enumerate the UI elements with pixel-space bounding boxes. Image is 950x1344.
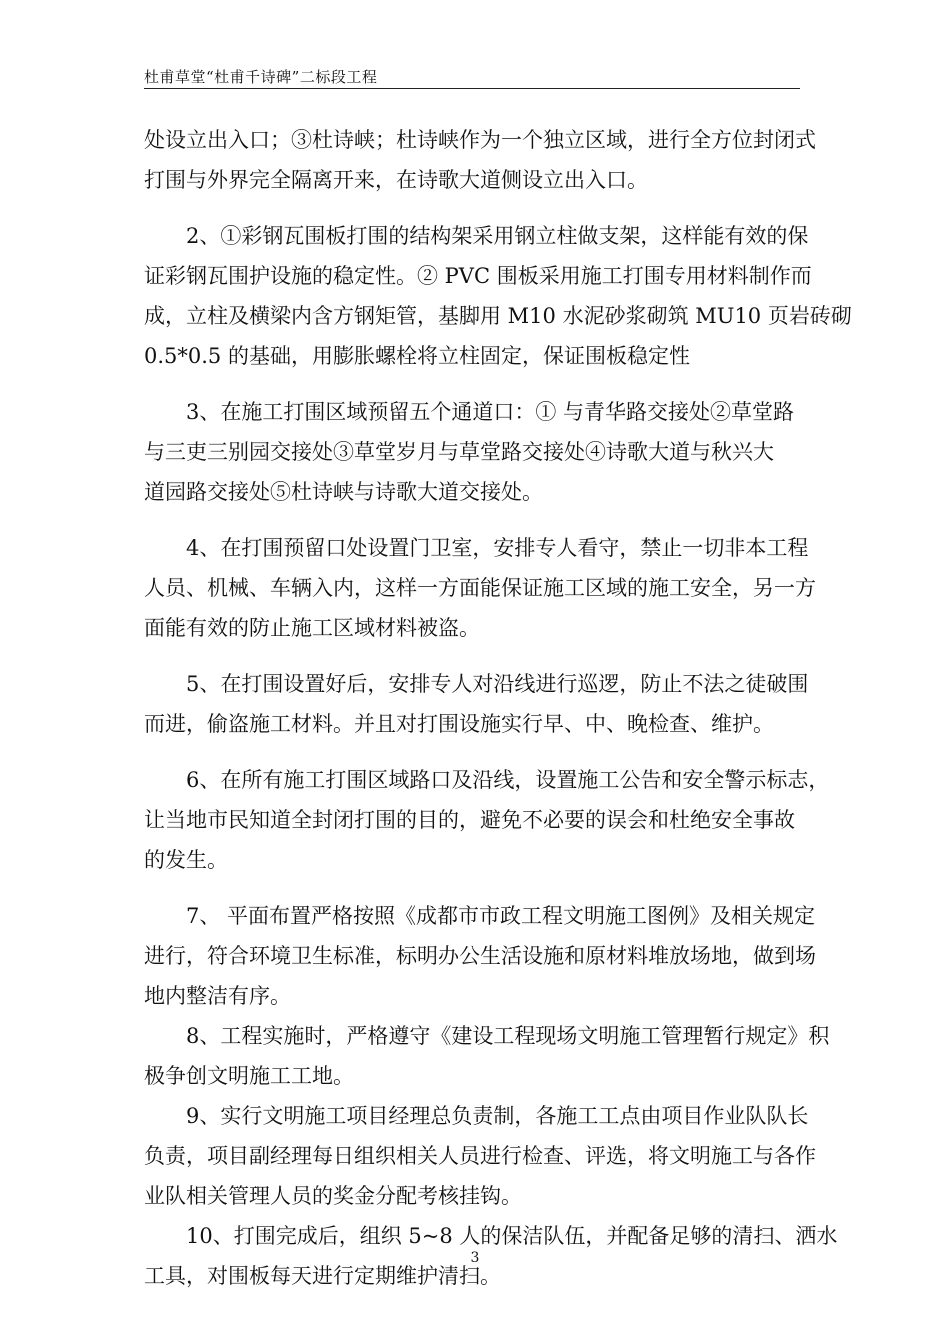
text-line: 0.5*0.5 的基础，用膨胀螺栓将立柱固定，保证围板稳定性	[144, 344, 690, 368]
header-title: 杜甫草堂“杜甫千诗碑”二标段工程	[144, 68, 378, 86]
text-line: 2、①彩钢瓦围板打围的结构架采用钢立柱做支架，这样能有效的保	[186, 224, 809, 248]
text-line: 的发生。	[144, 848, 228, 872]
text-line: 人员、机械、车辆入内，这样一方面能保证施工区域的施工安全，另一方	[144, 576, 816, 600]
text-line: 10、打围完成后，组织 5~8 人的保洁队伍，并配备足够的清扫、洒水	[186, 1224, 838, 1248]
text-line: 6、在所有施工打围区域路口及沿线，设置施工公告和安全警示标志，	[186, 768, 830, 792]
text-line: 业队相关管理人员的奖金分配考核挂钩。	[144, 1184, 522, 1208]
text-line: 进行，符合环境卫生标准，标明办公生活设施和原材料堆放场地，做到场	[144, 944, 816, 968]
page-header	[144, 64, 800, 89]
text-line: 工具，对围板每天进行定期维护清扫。	[144, 1264, 501, 1288]
text-line: 打围与外界完全隔离开来，在诗歌大道侧设立出入口。	[144, 168, 648, 192]
text-line: 面能有效的防止施工区域材料被盗。	[144, 616, 480, 640]
text-line: 道园路交接处⑤杜诗峡与诗歌大道交接处。	[144, 480, 543, 504]
text-line: 极争创文明施工工地。	[144, 1064, 354, 1088]
page-number: 3	[470, 1250, 480, 1266]
text-line: 而进，偷盗施工材料。并且对打围设施实行早、中、晚检查、维护。	[144, 712, 774, 736]
text-line: 8、工程实施时，严格遵守《建设工程现场文明施工管理暂行规定》积	[186, 1024, 830, 1048]
text-line: 3、在施工打围区域预留五个通道口：① 与青华路交接处②草堂路	[186, 400, 795, 424]
text-line: 处设立出入口；③杜诗峡；杜诗峡作为一个独立区域，进行全方位封闭式	[144, 128, 816, 152]
text-line: 与三吏三别园交接处③草堂岁月与草堂路交接处④诗歌大道与秋兴大	[144, 440, 774, 464]
text-line: 证彩钢瓦围护设施的稳定性。② PVC 围板采用施工打围专用材料制作而	[144, 264, 812, 288]
document-body	[144, 120, 852, 1296]
text-line: 4、在打围预留口处设置门卫室，安排专人看守，禁止一切非本工程	[186, 536, 809, 560]
text-line: 地内整洁有序。	[144, 984, 291, 1008]
text-line: 7、 平面布置严格按照《成都市市政工程文明施工图例》及相关规定	[186, 904, 816, 928]
text-line: 让当地市民知道全封闭打围的目的，避免不必要的误会和杜绝安全事故	[144, 808, 795, 832]
text-line: 9、实行文明施工项目经理总负责制，各施工工点由项目作业队队长	[186, 1104, 809, 1128]
text-line: 5、在打围设置好后，安排专人对沿线进行巡逻，防止不法之徒破围	[186, 672, 809, 696]
text-line: 成，立柱及横梁内含方钢矩管，基脚用 M10 水泥砂浆砌筑 MU10 页岩砖砌	[144, 304, 852, 328]
text-line: 负责，项目副经理每日组织相关人员进行检查、评选，将文明施工与各作	[144, 1144, 816, 1168]
